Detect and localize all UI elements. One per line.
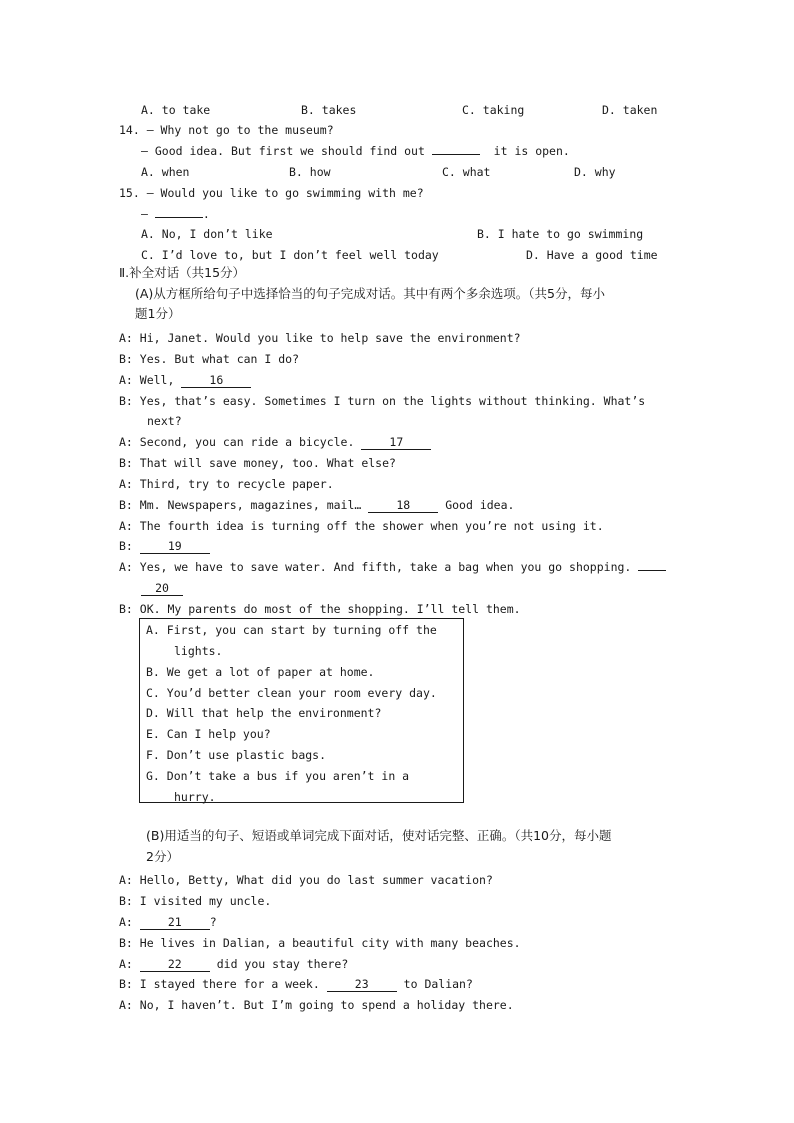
blank-20-start — [638, 570, 666, 571]
dialog-a-line-11 — [119, 560, 666, 574]
dialog-a-line-10 — [119, 539, 210, 554]
dialog-b-line-3-post: ? — [209, 915, 217, 929]
dialog-a-line-11-text: A: Yes, we have to save water. And fifth, take a bag when you go shopping. — [119, 560, 632, 574]
dialog-b-line-3 — [119, 915, 217, 930]
dialog-b-line-6 — [119, 977, 473, 992]
dialog-b-line-5 — [119, 957, 348, 972]
q14-answer-line — [141, 144, 570, 158]
q13-option-b: B. takes — [301, 103, 357, 117]
q15-answer-line: — . — [141, 207, 210, 221]
option-c: C. You’d better clean your room every day. — [146, 686, 437, 700]
dialog-a-line-2: B: Yes. But what can I do? — [119, 352, 300, 366]
dialog-b-line-4: B: He lives in Dalian, a beautiful city with many beaches. — [119, 936, 521, 950]
dialog-a-line-4: B: Yes, that’s easy. Sometimes I turn on the lights without thinking. What’s — [119, 394, 646, 408]
option-a-cont: lights. — [174, 644, 223, 658]
q15-option-b: B. I hate to go swimming — [477, 227, 644, 241]
option-g: G. Don’t take a bus if you aren’t in a — [146, 769, 410, 783]
q15-prompt: 15. — Would you like to go swimming with me? — [119, 186, 424, 200]
q15-option-a: A. No, I don’t like — [141, 227, 273, 241]
option-a: A. First, you can start by turning off the — [146, 623, 437, 637]
q13-option-a: A. to take — [141, 103, 211, 117]
dialog-a-line-8-pre: B: Mm. Newspapers, magazines, mail… — [119, 498, 362, 512]
blank-20[interactable]: 20 — [141, 582, 183, 596]
part-b-instruction-1: (B)用适当的句子、短语或单词完成下面对话，使对话完整、正确。（共10分，每小题 — [146, 828, 612, 843]
option-f: F. Don’t use plastic bags. — [146, 748, 327, 762]
blank-18[interactable]: 18 — [368, 499, 438, 513]
dialog-b-line-6-post: to Dalian? — [403, 977, 473, 991]
dialog-b-line-6-pre: B: I stayed there for a week. — [119, 977, 320, 991]
option-g-cont: hurry. — [174, 790, 216, 804]
dialog-a-line-8-post: Good idea. — [445, 498, 515, 512]
dialog-a-line-8 — [119, 498, 514, 513]
q15-option-d: D. Have a good time — [526, 248, 658, 262]
q14-option-d: D. why — [574, 165, 616, 179]
q14-option-c: C. what — [442, 165, 491, 179]
part-a-instruction-2: 题1分） — [135, 306, 181, 321]
q14-answer-post: it is open. — [493, 144, 570, 158]
blank-19[interactable]: 19 — [140, 540, 210, 554]
q15-option-c: C. I’d love to, but I don’t feel well today — [141, 248, 439, 262]
option-e: E. Can I help you? — [146, 727, 271, 741]
dialog-a-line-11b — [141, 581, 183, 596]
q14-option-b: B. how — [289, 165, 331, 179]
part-a-instruction-1: (A)从方框所给句子中选择恰当的句子完成对话。其中有两个多余选项。（共5分，每小 — [135, 286, 606, 301]
q13-option-d: D. taken — [602, 103, 658, 117]
blank-21[interactable]: 21 — [140, 916, 210, 930]
dialog-a-line-7: A: Third, try to recycle paper. — [119, 477, 334, 491]
dialog-a-line-9: A: The fourth idea is turning off the shower when you’re not using it. — [119, 519, 604, 533]
dialog-b-line-2: B: I visited my uncle. — [119, 894, 272, 908]
dialog-b-line-5-post: did you stay there? — [216, 957, 349, 971]
dialog-b-line-7: A: No, I haven’t. But I’m going to spend a holiday there. — [119, 998, 514, 1012]
blank-17[interactable]: 17 — [361, 436, 431, 450]
dialog-a-line-5-pre: A: Second, you can ride a bicycle. — [119, 435, 355, 449]
q14-option-a: A. when — [141, 165, 190, 179]
option-d: D. Will that help the environment? — [146, 706, 382, 720]
dialog-a-line-4b: next? — [147, 414, 182, 428]
part-b-instruction-2: 2分） — [146, 849, 179, 864]
q14-blank[interactable] — [432, 154, 480, 155]
dialog-a-line-6: B: That will save money, too. What else? — [119, 456, 396, 470]
blank-22[interactable]: 22 — [140, 958, 210, 972]
blank-16[interactable]: 16 — [181, 374, 251, 388]
dialog-a-line-3-pre: A: Well, — [119, 373, 175, 387]
section-2-title: Ⅱ.补全对话（共15分） — [119, 265, 246, 280]
dialog-a-line-1: A: Hi, Janet. Would you like to help save the environment? — [119, 331, 521, 345]
dialog-b-line-5-pre: A: — [119, 957, 133, 971]
dialog-a-line-10-pre: B: — [119, 539, 133, 553]
q15-dash: — — [141, 207, 148, 221]
q14-answer-pre: — Good idea. But first we should find out — [141, 144, 425, 158]
q14-prompt: 14. — Why not go to the museum? — [119, 123, 334, 137]
q15-blank[interactable] — [155, 217, 203, 218]
dialog-a-line-12: B: OK. My parents do most of the shopping. I’ll tell them. — [119, 602, 521, 616]
dialog-b-line-3-pre: A: — [119, 915, 133, 929]
dialog-a-line-3 — [119, 373, 251, 388]
option-b: B. We get a lot of paper at home. — [146, 665, 375, 679]
dialog-b-line-1: A: Hello, Betty, What did you do last summer vacation? — [119, 873, 493, 887]
blank-23[interactable]: 23 — [327, 978, 397, 992]
dialog-a-line-5 — [119, 435, 431, 450]
q13-option-c: C. taking — [462, 103, 525, 117]
